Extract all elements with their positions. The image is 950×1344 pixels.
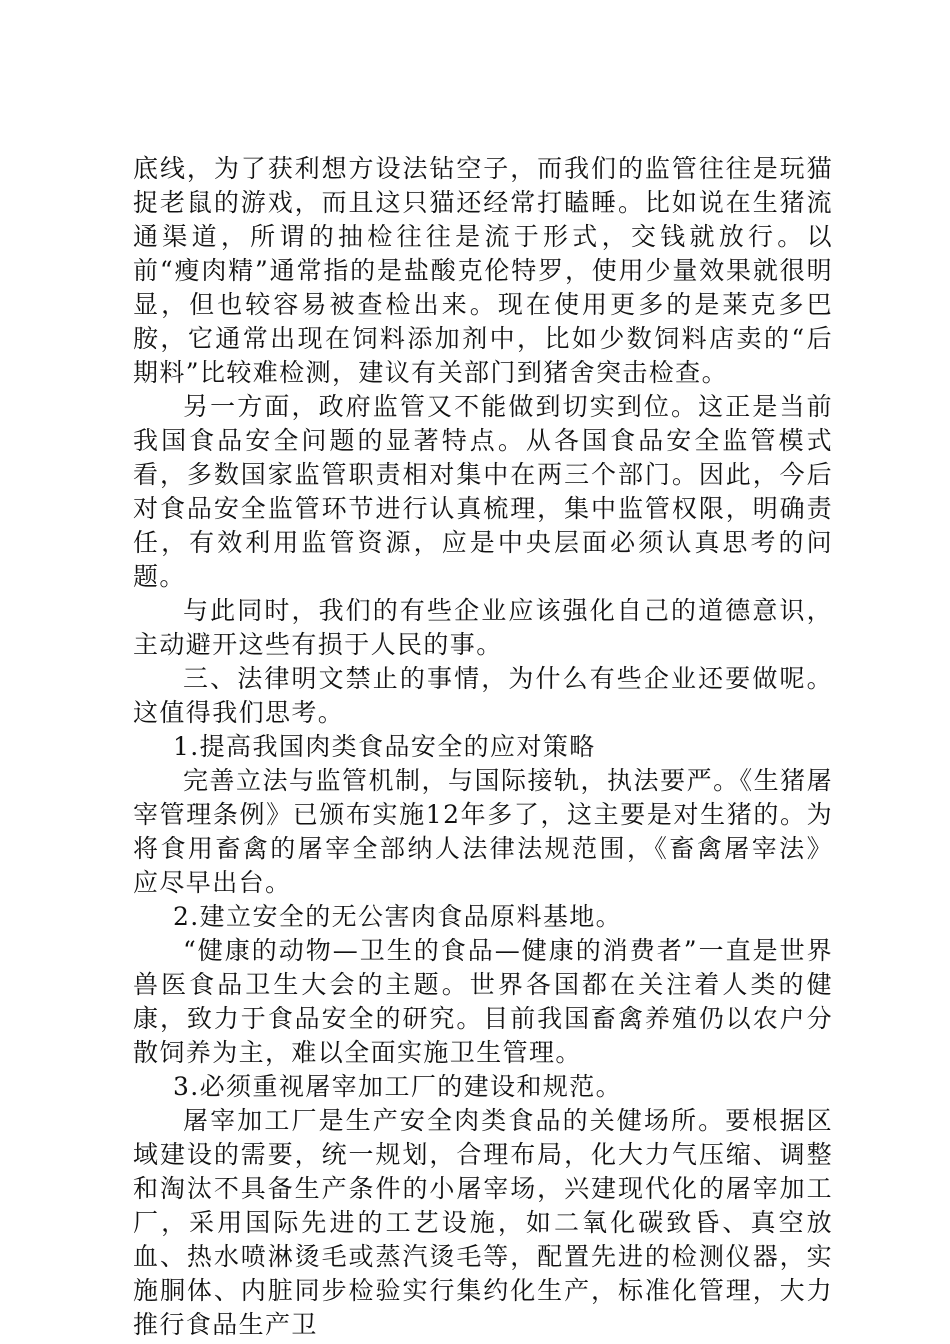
heading-strategy-1: 1.提高我国肉类食品安全的应对策略 (173, 732, 596, 761)
paragraph-slaughterhouse: 屠宰加工厂是生产安全肉类食品的关健场所。要根据区域建设的需要，统一规划，合理布局，化大力气压缩、调整和淘汰不具备生产条件的小屠宰场，兴建现代化的屠宰加工厂，采用国际先进的工艺设施，如二氧化碳致昏、真空放血、热水喷淋烫毛或蒸汽烫毛等，配置先进的检测仪器，实施胴体、内脏同步检验实行集约化生产，标准化管理，大力推行食品生产卫 (133, 1106, 833, 1339)
paragraph-government-supervision: 另一方面，政府监管又不能做到切实到位。这正是当前我国食品安全问题的显著特点。从各国食品安全监管模式看，多数国家监管职责相对集中在两三个部门。因此，今后对食品安全监管环节进行认真梳理，集中监管权限，明确责任，有效利用监管资源，应是中央层面必须认真思考的问题。 (133, 392, 833, 591)
paragraph-enterprise-ethics: 与此同时，我们的有些企业应该强化自己的道德意识，主动避开这些有损于人民的事。 (133, 596, 833, 659)
heading-strategy-3: 3.必须重视屠宰加工厂的建设和规范。 (173, 1072, 623, 1101)
paragraph-continued: 底线，为了获利想方设法钻空子，而我们的监管往往是玩猫捉老鼠的游戏，而且这只猫还经常打瞌睡。比如说在生猪流通渠道，所谓的抽检往往是流于形式，交钱就放行。以前“瘦肉精”通常指的是盐酸克伦特罗，使用少量效果就很明显，但也较容易被查检出来。现在使用更多的是莱克多巴胺，它通常出现在饲料添加剂中，比如少数饲料店卖的“后期料”比较难检测，建议有关部门到猪舍突击检查。 (133, 154, 833, 387)
paragraph-legislation: 完善立法与监管机制，与国际接轨，执法要严。《生猪屠宰管理条例》已颁布实施12年多了，这主要是对生猪的。为将食用畜禽的屠宰全部纳人法律法规范围，《畜禽屠宰法》应尽早出台。 (133, 766, 833, 897)
paragraph-section-three: 三、法律明文禁止的事情，为什么有些企业还要做呢。这值得我们思考。 (133, 664, 833, 727)
heading-strategy-2: 2.建立安全的无公害肉食品原料基地。 (173, 902, 623, 931)
paragraph-healthy-animals: “健康的动物—卫生的食品—健康的消费者”一直是世界兽医食品卫生大会的主题。世界各国都在关注着人类的健康，致力于食品安全的研究。目前我国畜禽养殖仍以农户分散饲养为主，难以全面实施卫生管理。 (133, 936, 833, 1067)
document-page (133, 152, 833, 1342)
